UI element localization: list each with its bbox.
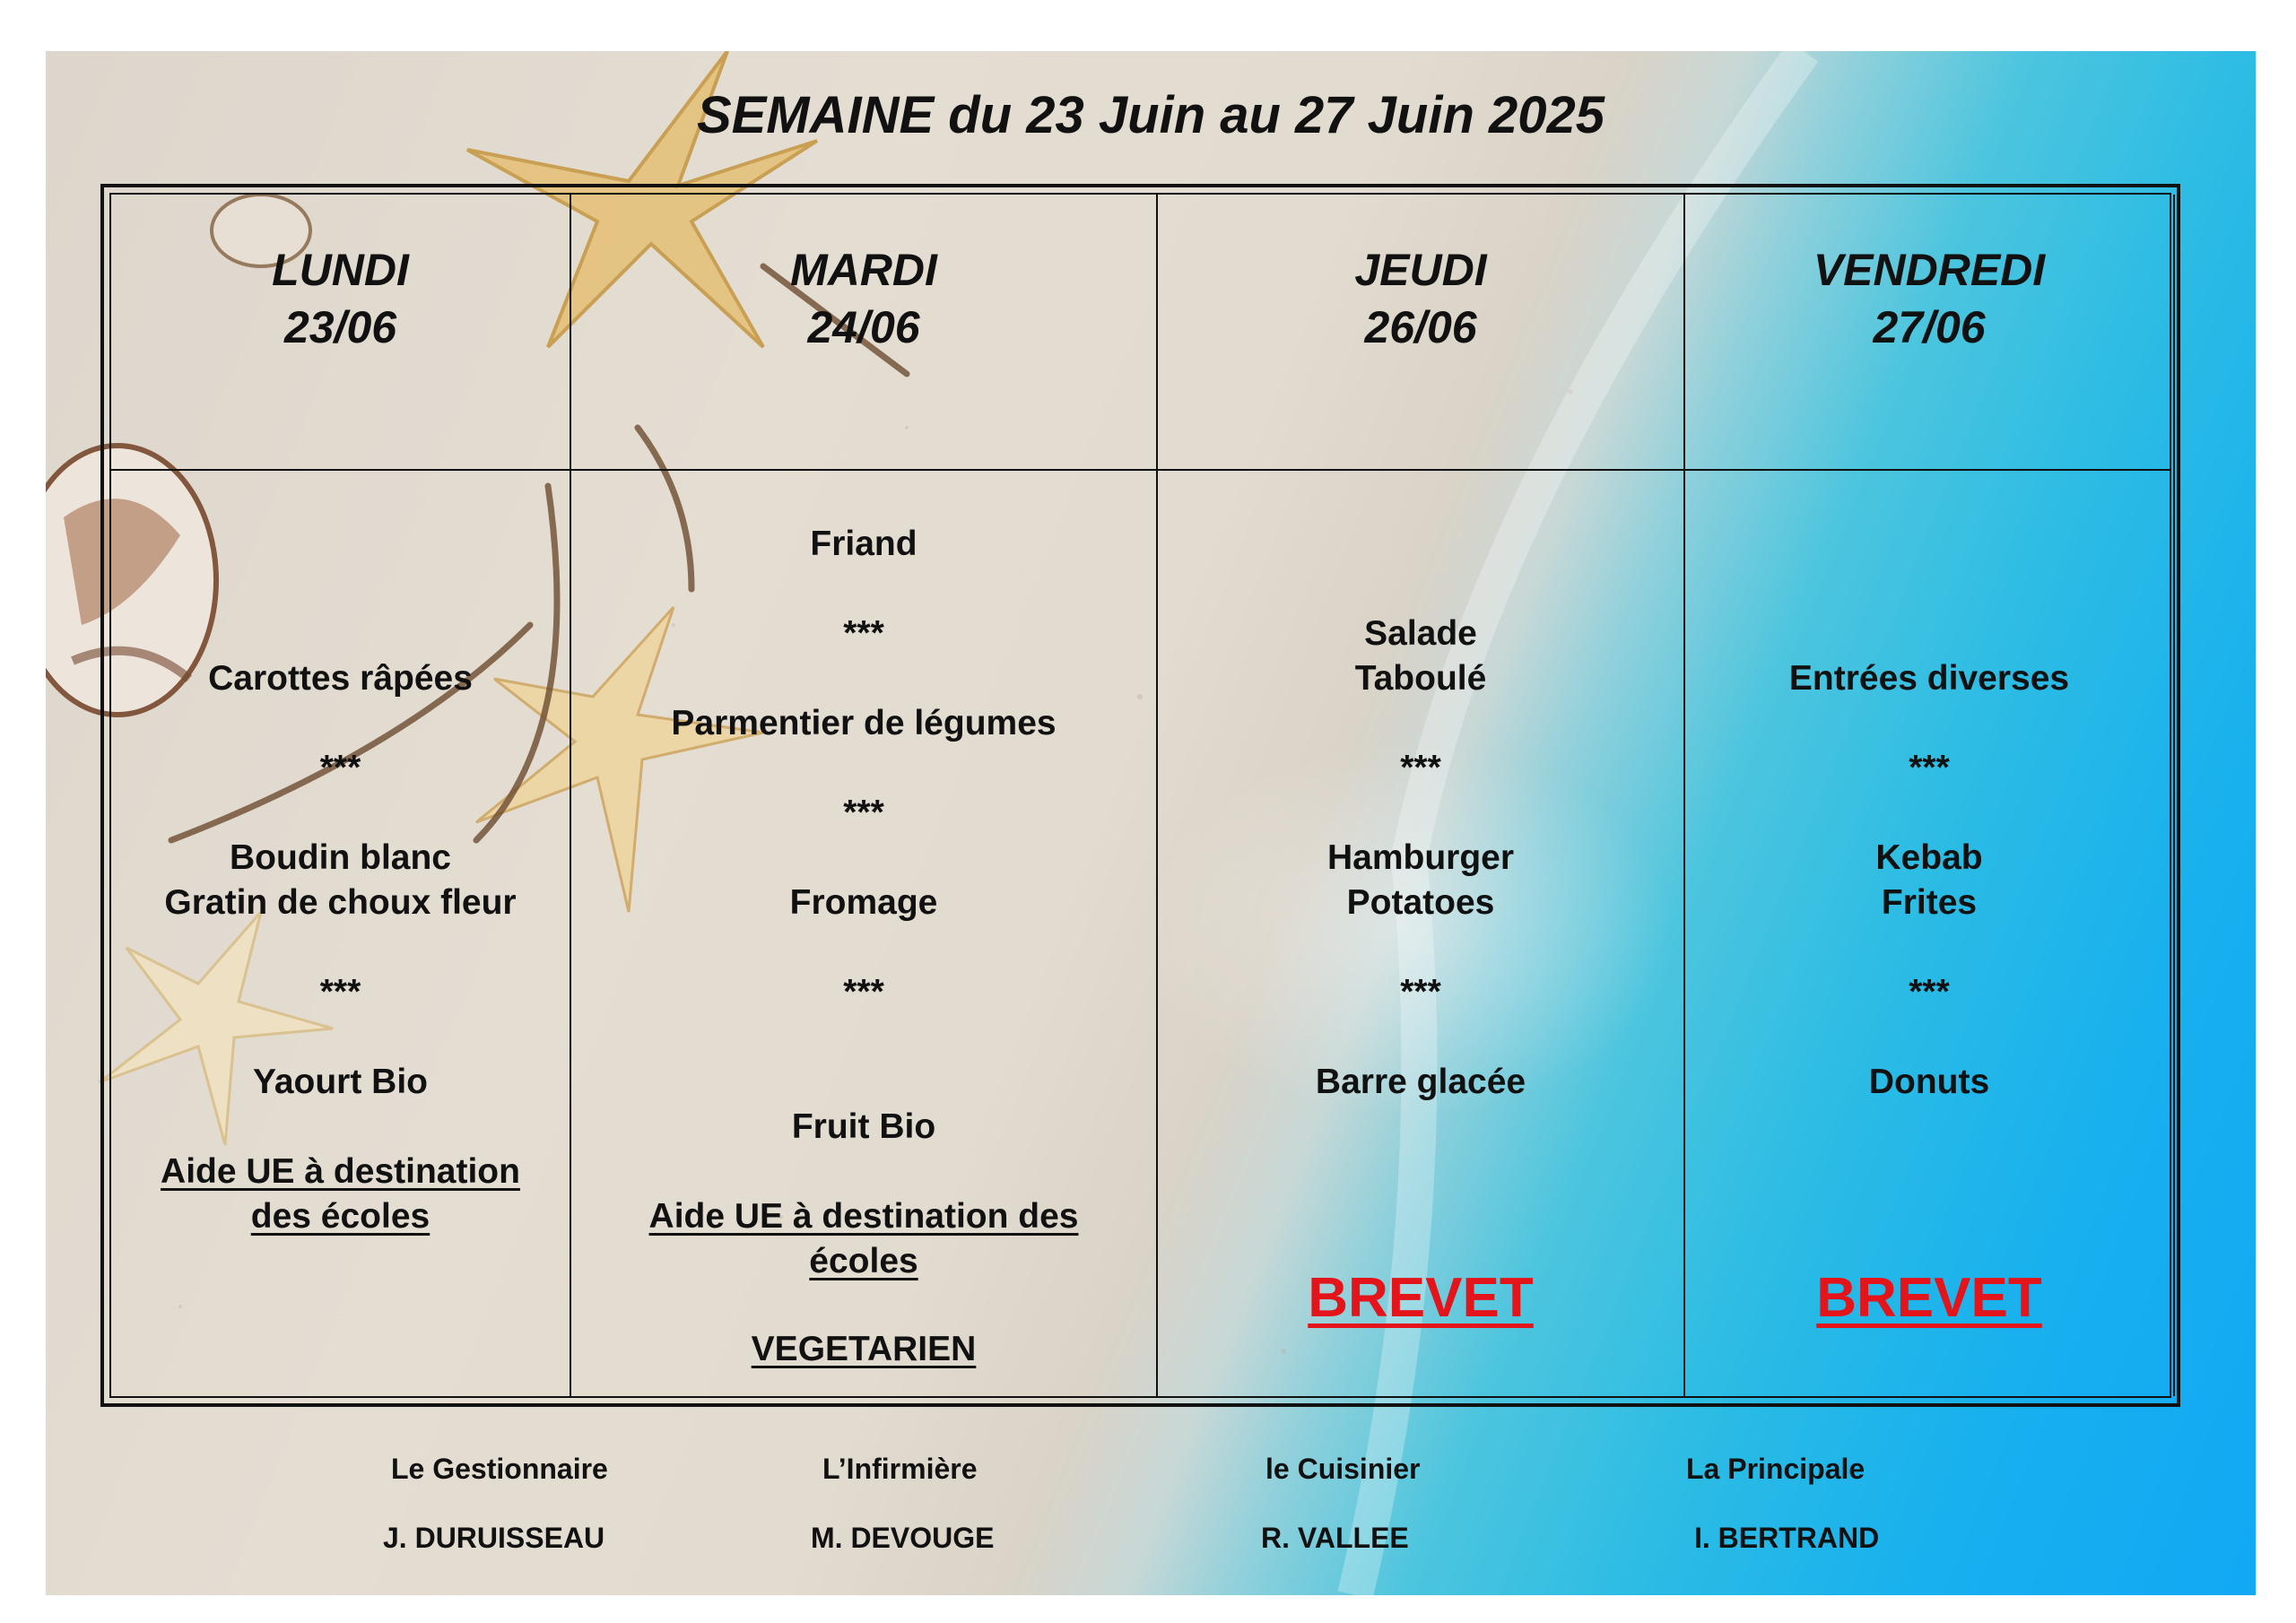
menu-item: Kebab	[1875, 838, 1983, 877]
day-menu	[111, 656, 570, 1239]
menu-item: Fromage	[789, 883, 938, 922]
header-divider	[111, 469, 2170, 471]
signature-role: le Cuisinier	[1265, 1453, 1421, 1485]
menu-item: Taboulé	[1354, 659, 1487, 698]
day-column-mardi	[571, 195, 1158, 1396]
menu-separator: ***	[1909, 973, 1950, 1011]
menu-item: Gratin de choux fleur	[164, 883, 517, 922]
day-header	[571, 241, 1156, 356]
menu-table	[100, 184, 2180, 1407]
menu-item: Salade	[1364, 614, 1477, 653]
day-column-jeudi	[1158, 195, 1685, 1396]
menu-separator: ***	[843, 614, 884, 653]
menu-separator: ***	[843, 794, 884, 832]
menu-item: Potatoes	[1346, 883, 1495, 922]
menu-item: Parmentier de légumes	[671, 704, 1057, 742]
signature-name: J. DURUISSEAU	[383, 1522, 605, 1554]
eu-aid-note: écoles	[809, 1242, 918, 1280]
day-name: MARDI	[790, 245, 937, 295]
day-column-vendredi	[1685, 195, 2175, 1396]
day-menu	[571, 522, 1156, 1372]
menu-item: Fruit Bio	[791, 1107, 936, 1146]
menu-item: Donuts	[1868, 1063, 1990, 1101]
menu-item: Hamburger	[1326, 838, 1515, 877]
signature-role: Le Gestionnaire	[391, 1453, 608, 1485]
menu-item: Carottes râpées	[208, 659, 473, 698]
day-date: 26/06	[1364, 302, 1477, 352]
day-header	[111, 241, 570, 356]
signature-name: R. VALLEE	[1261, 1522, 1409, 1554]
eu-aid-note: Aide UE à destination des	[648, 1197, 1079, 1236]
menu-item: Frites	[1881, 883, 1978, 922]
signature-role: L’Infirmière	[822, 1453, 978, 1485]
vegetarian-tag: VEGETARIEN	[751, 1330, 977, 1368]
day-menu	[1158, 612, 1683, 1105]
day-name: JEUDI	[1354, 245, 1487, 295]
menu-separator: ***	[1400, 749, 1441, 787]
page-title: SEMAINE du 23 Juin au 27 Juin 2025	[696, 86, 1605, 144]
day-date: 24/06	[807, 302, 920, 352]
day-menu	[1685, 656, 2173, 1105]
eu-aid-note: des écoles	[250, 1197, 430, 1236]
menu-item: Boudin blanc	[230, 838, 451, 877]
signature-role: La Principale	[1686, 1453, 1866, 1485]
menu-item: Entrées diverses	[1788, 659, 2070, 698]
signature-name: I. BERTRAND	[1694, 1522, 1880, 1554]
day-date: 23/06	[283, 302, 397, 352]
eu-aid-note: Aide UE à destination	[161, 1152, 520, 1191]
day-column-lundi	[111, 195, 571, 1396]
menu-separator: ***	[1400, 973, 1441, 1011]
brevet-label: BREVET	[1308, 1267, 1534, 1329]
day-name: LUNDI	[272, 245, 409, 295]
menu-table-inner	[109, 193, 2171, 1398]
brevet-label: BREVET	[1816, 1267, 2042, 1329]
signature-name: M. DEVOUGE	[811, 1522, 995, 1554]
day-name: VENDREDI	[1813, 245, 2046, 295]
day-date: 27/06	[1873, 302, 1986, 352]
menu-separator: ***	[319, 749, 361, 787]
day-header	[1685, 241, 2173, 356]
menu-item: Barre glacée	[1315, 1063, 1526, 1101]
menu-separator: ***	[319, 973, 361, 1011]
day-header	[1158, 241, 1683, 356]
menu-separator: ***	[1909, 749, 1950, 787]
menu-item: Yaourt Bio	[252, 1063, 429, 1101]
menu-separator: ***	[843, 973, 884, 1011]
menu-item: Friand	[810, 525, 918, 563]
menu-poster	[46, 51, 2256, 1595]
